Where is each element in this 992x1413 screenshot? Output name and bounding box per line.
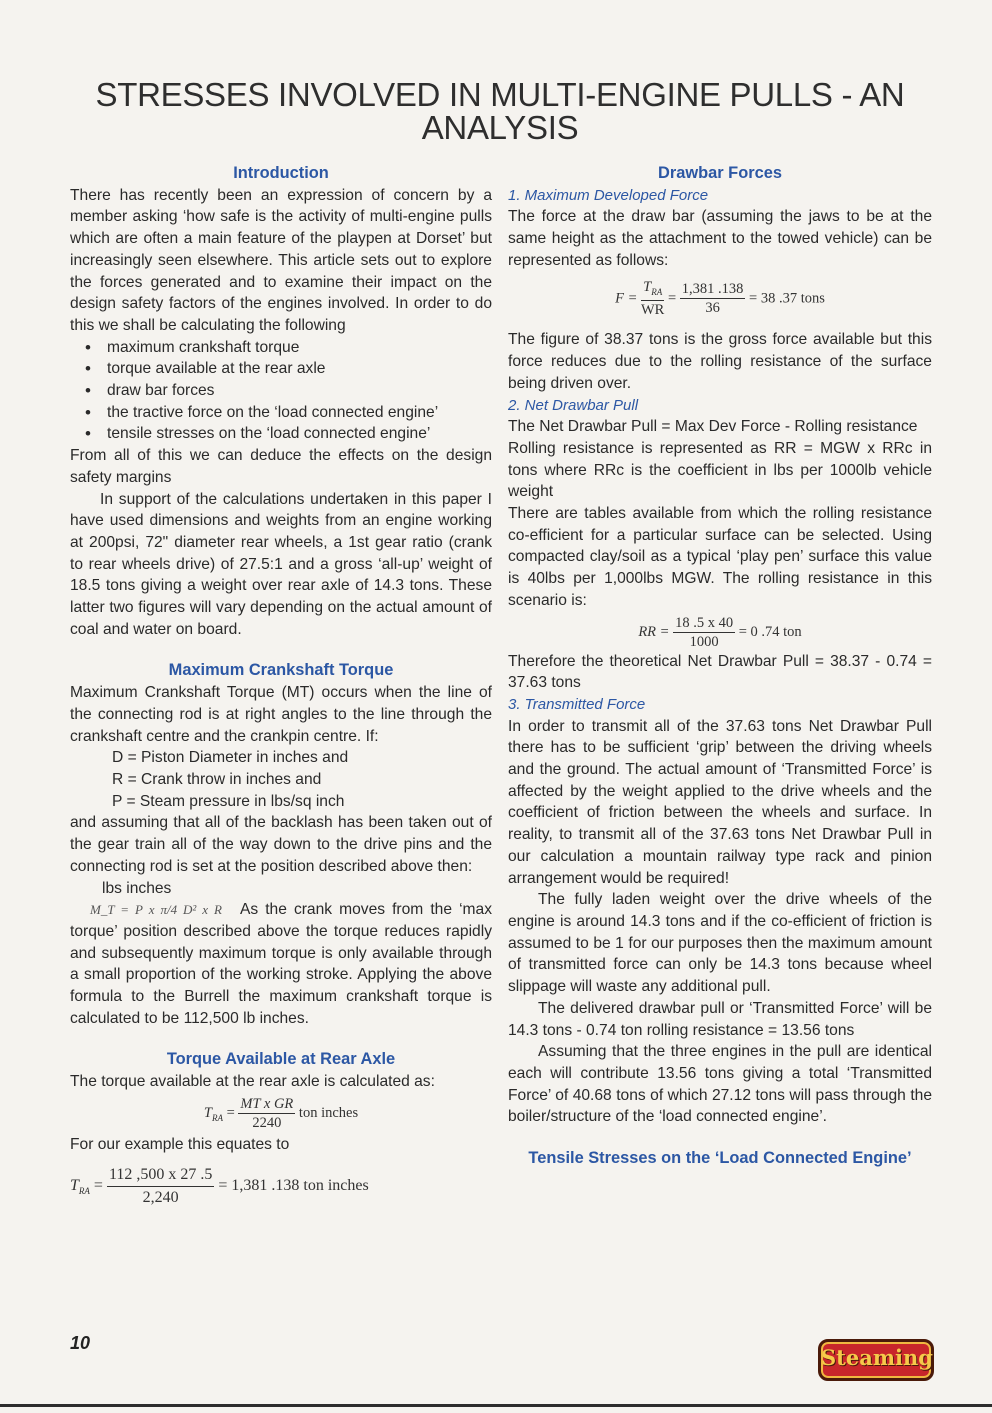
crankshaft-paragraph-1: Maximum Crankshaft Torque (MT) occurs when the line of the connecting rod is at right angles to the line through the crankshaft centre and the crankpin centre. If:	[70, 684, 492, 745]
f-num2: 1,381 .138	[681, 280, 744, 297]
f-num1: T	[643, 278, 652, 295]
list-item: • the tractive force on the ‘load connected engine’	[107, 402, 492, 424]
intro-paragraph-3: In support of the calculations undertaken in this paper I have used dimensions and weights from an engine working at 200psi, 72" diameter rear wheels, a 1st gear ratio (crank to rear wheels drive) of 27.5:1 and a gross ‘all-up’ weight of 18.5 tons giving a weight over rear axle of 14.3 tons. These latter two figures will vary depending on the actual amount of coal and water on board.	[70, 490, 492, 638]
rolling-resistance-equation	[508, 614, 932, 651]
eq1-unit: ton inches	[298, 1104, 359, 1121]
eq2-result: = 1,381 .138 ton inches	[218, 1176, 369, 1194]
f-den2: 36	[705, 299, 720, 316]
list-item: • maximum crankshaft torque	[107, 337, 492, 359]
definition-item: P = Steam pressure in lbs/sq inch	[112, 792, 345, 810]
lbs-inches-label: lbs inches	[102, 879, 172, 897]
intro-paragraph-1: There has recently been an expression of concern by a member asking ‘how safe is the activity of multi-engine pulls which are often a main feature of the playpen at Dorset’ but increasingly seen elsewhere. This article sets out to explore the forces generated and to examine their impact on the design safety factors of the engines involved. In order to do this we shall be calculating the following	[70, 186, 492, 334]
list-item: • torque available at the rear axle	[107, 358, 492, 380]
right-column	[508, 163, 932, 1170]
drawbar-paragraph-10: Assuming that the three engines in the pull are identical each will contribute 13.56 tons giving a total ‘Transmitted Force’ of 40.68 tons of which 27.12 tons will pass through the boiler/structure of the ‘load connected engine’.	[508, 1043, 932, 1126]
rear-axle-heading: Torque Available at Rear Axle	[166, 1050, 396, 1069]
eq1-lhs: T	[203, 1104, 212, 1121]
list-item: • draw bar forces	[107, 380, 492, 402]
drawbar-paragraph-5: There are tables available from which the rolling resistance co-efficient for a particular surface can be selected. Using compacted clay/soil as a typical ‘play pen’ surface this value is 40lbs per 1,000lbs MGW. The rolling resistance in this scenario is:	[508, 505, 932, 609]
drawbar-paragraph-4: Rolling resistance is represented as RR = MGW x RRc in tons where RRc is the coefficient in lbs per 1000lb vehicle weight	[508, 439, 932, 501]
rear-axle-paragraph-1: The torque available at the rear axle is calculated as:	[70, 1073, 435, 1091]
torque-equation: $T_{RA}$ = $\frac{\text{MT x GR}}{2240}$ ton inches	[203, 1095, 359, 1131]
eq2-denominator: 2,240	[142, 1188, 179, 1206]
page-number: 10	[70, 1333, 91, 1353]
f-lhs: F =	[615, 289, 638, 306]
crankshaft-paragraph-2: and assuming that all of the backlash has been taken out of the gear train all of the way down to the drive pins and the connecting rod is set at the position described above then:	[70, 814, 492, 875]
definition-item: D = Piston Diameter in inches and	[112, 749, 349, 767]
tensile-stresses-heading: Tensile Stresses on the ‘Load Connected Engine’	[528, 1149, 912, 1168]
drawbar-paragraph-8: The fully laden weight over the drive wheels of the engine is around 14.3 tons and if the co-efficient of friction is assumed to be 1 for our purposes then the maximum amount of transmitted force can only be 14.3 tons because wheel slippage will waste any additional pull.	[508, 891, 932, 996]
definition-list	[70, 747, 492, 812]
calculation-list	[70, 337, 492, 446]
steaming-logo	[818, 1339, 934, 1381]
rr-result: = 0 .74 ton	[738, 623, 802, 640]
left-column	[70, 163, 492, 1209]
drawbar-paragraph-7: In order to transmit all of the 37.63 tons Net Drawbar Pull there has to be sufficient ‘grip’ between the driving wheels and the ground. The actual amount of ‘Transmitted Force’ is affected by the weight applied to the drive wheels and the coefficient of friction between the wheels and surface. In reality, to transmit all of the 37.63 tons Net Drawbar Pull in our calculation a mountain railway type rack and pinion arrangement would be required!	[508, 717, 932, 887]
drawbar-paragraph-3: The Net Drawbar Pull = Max Dev Force - Rolling resistance	[508, 418, 918, 436]
introduction-heading: Introduction	[233, 164, 329, 182]
sub-heading-transmitted-force: 3. Transmitted Force	[508, 695, 646, 713]
f-num1-subscript: RA	[651, 286, 663, 297]
torque-result-equation: $T_{RA}$ = $\frac{112 ,500 x 27 .5}{2,240}$ = 1,381 .138 ton inches	[70, 1164, 492, 1209]
definition-item: R = Crank throw in inches and	[112, 770, 322, 788]
drawbar-paragraph-1: The force at the draw bar (assuming the jaws to be at the same height as the attachment to the towed vehicle) can be represented as follows:	[508, 208, 932, 269]
mt-formula: M_T = P x π/4 D² x R	[90, 902, 222, 918]
bottom-rule	[0, 1404, 992, 1407]
drawbar-paragraph-9: The delivered drawbar pull or ‘Transmitted Force’ will be 14.3 tons - 0.74 ton rolling resistance = 13.56 tons	[508, 999, 932, 1039]
intro-paragraph-2: From all of this we can deduce the effects on the design safety margins	[70, 447, 492, 486]
rr-lhs: RR =	[638, 623, 670, 640]
drawbar-force-equation: F = $\frac{T_{RA}}{WR}$ = $\frac{1,381 .138}{36}$ = 38 .37 tons	[615, 278, 825, 319]
eq1-denominator: 2240	[252, 1114, 282, 1131]
drawbar-heading: Drawbar Forces	[658, 164, 782, 182]
logo-text: Steaming	[821, 1345, 933, 1370]
list-item: • tensile stresses on the ‘load connected engine’	[107, 423, 492, 445]
eq1-subscript: RA	[211, 1112, 223, 1123]
eq1-numerator: MT x GR	[240, 1095, 294, 1112]
rr-numerator: 18 .5 x 40	[675, 614, 734, 631]
drawbar-paragraph-2: The figure of 38.37 tons is the gross force available but this force reduces due to the rolling resistance of the surface being driven over.	[508, 331, 932, 392]
drawbar-paragraph-6: Therefore the theoretical Net Drawbar Pull = 38.37 - 0.74 = 37.63 tons	[508, 652, 932, 692]
rr-denominator: 1000	[689, 633, 719, 650]
page-title: STRESSES INVOLVED IN MULTI-ENGINE PULLS - AN ANALYSIS	[95, 76, 905, 146]
f-den1: WR	[641, 302, 665, 319]
crankshaft-heading: Maximum Crankshaft Torque	[168, 661, 394, 680]
sub-heading-max-developed-force: 1. Maximum Developed Force	[508, 186, 709, 204]
eq2-numerator: 112 ,500 x 27 .5	[107, 1164, 214, 1187]
rear-axle-paragraph-2: For our example this equates to	[70, 1135, 290, 1153]
f-result: = 38 .37 tons	[749, 289, 825, 306]
sub-heading-net-drawbar-pull: 2. Net Drawbar Pull	[508, 396, 639, 414]
crankshaft-paragraph-3: As the crank moves from the ‘max torque’ position described above the torque reduces rapidly and subsequently maximum torque is only available through a small proportion of the working stroke. Applying the above formula to the Burrell the maximum crankshaft torque is calculated to be 112,500 lb inches.	[70, 901, 492, 1027]
